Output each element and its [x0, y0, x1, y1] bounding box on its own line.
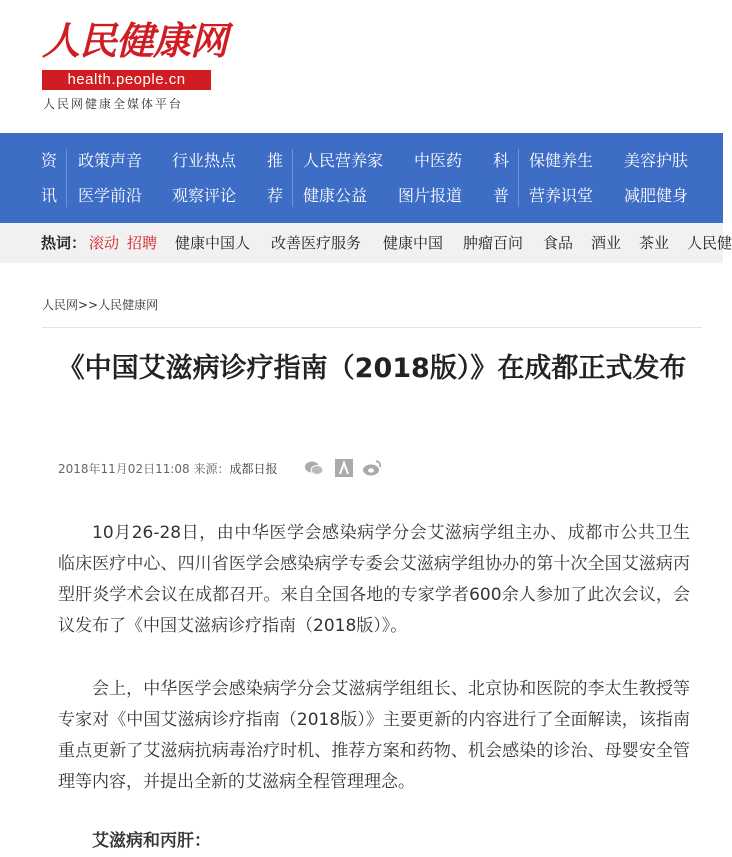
article-title: 《中国艾滋病诊疗指南（2018版）》在成都正式发布 [57, 353, 687, 384]
article-source[interactable]: 成都日报 [229, 462, 278, 476]
breadcrumb[interactable]: 人民网>>人民健康网 [42, 298, 159, 312]
hotword-link[interactable]: 滚动 [89, 234, 120, 252]
wechat-icon[interactable] [303, 457, 325, 479]
hotword-link[interactable]: 肿瘤百问 [463, 234, 524, 252]
article-meta [58, 460, 278, 477]
nav-item[interactable]: 观察评论 [172, 186, 237, 205]
nav-item[interactable]: 健康公益 [303, 186, 368, 205]
site-logo[interactable]: 人民健康网 [42, 18, 228, 63]
hotword-link[interactable]: 健康中国人 [175, 234, 251, 252]
nav-item[interactable]: 减肥健身 [624, 186, 689, 205]
nav-divider [518, 149, 519, 207]
hotword-link[interactable]: 茶业 [639, 234, 670, 252]
nav-group-label-bottom: 普 [493, 186, 510, 205]
article-paragraph: 会上，中华医学会感染病学分会艾滋病学组组长、北京协和医院的李太生教授等专家对《中国艾滋病诊疗指南（2018版）》主要更新的内容进行了全面解读，该指南重点更新了艾滋病抗病毒治疗时机、推荐方案和药物、机会感染的诊治、母婴安全管理等内容，并提出全新的艾滋病全程管理理念。 [58, 679, 690, 792]
nav-item[interactable]: 人民营养家 [303, 151, 384, 170]
nav-item[interactable]: 行业热点 [172, 151, 237, 170]
nav-group-label-top: 资 [41, 151, 58, 170]
weibo-icon[interactable] [361, 457, 383, 479]
article-paragraph: 艾滋病和丙肝： [92, 831, 211, 851]
nav-item[interactable]: 营养识堂 [529, 186, 594, 205]
hotwords-label: 热词： [41, 234, 87, 252]
nav-item[interactable]: 中医药 [414, 151, 463, 170]
article-paragraph: 10月26-28日，由中华医学会感染病学分会艾滋病学组主办、成都市公共卫生临床医疗中心、四川省医学会感染病学专委会艾滋病学组协办的第十次全国艾滋病丙型肝炎学术会议在成都召开。来自全国各地的专家学者600余人参加了此次会议，会议发布了《中国艾滋病诊疗指南（2018版）》。 [58, 523, 690, 636]
nav-divider [66, 149, 67, 207]
article-datetime: 2018年11月02日11:08 [58, 462, 190, 476]
nav-item[interactable]: 美容护肤 [624, 151, 689, 170]
people-icon[interactable] [333, 457, 355, 479]
nav-group-label-top: 推 [267, 151, 284, 170]
main-nav [0, 133, 723, 223]
hotwords-bar [0, 223, 732, 263]
nav-group-label-top: 科 [493, 151, 510, 170]
nav-item[interactable]: 图片报道 [398, 186, 463, 205]
nav-divider [292, 149, 293, 207]
hotword-link[interactable]: 酒业 [591, 234, 622, 252]
site-tagline: 人民网健康全媒体平台 [43, 97, 184, 111]
divider [42, 327, 702, 328]
nav-group-label-bottom: 讯 [41, 186, 58, 205]
site-header [0, 0, 723, 133]
source-label: 来源： [193, 462, 230, 476]
hotword-link[interactable]: 招聘 [127, 234, 158, 252]
hotword-link[interactable]: 改善医疗服务 [271, 234, 362, 252]
nav-item[interactable]: 医学前沿 [78, 186, 143, 205]
hotword-link[interactable]: 人民健 [687, 234, 732, 252]
hotword-link[interactable]: 食品 [543, 234, 574, 252]
hotword-link[interactable]: 健康中国 [383, 234, 444, 252]
site-logo-url[interactable]: health.people.cn [42, 70, 211, 90]
nav-item[interactable]: 保健养生 [529, 151, 594, 170]
nav-group-label-bottom: 荐 [267, 186, 284, 205]
nav-item[interactable]: 政策声音 [78, 151, 143, 170]
